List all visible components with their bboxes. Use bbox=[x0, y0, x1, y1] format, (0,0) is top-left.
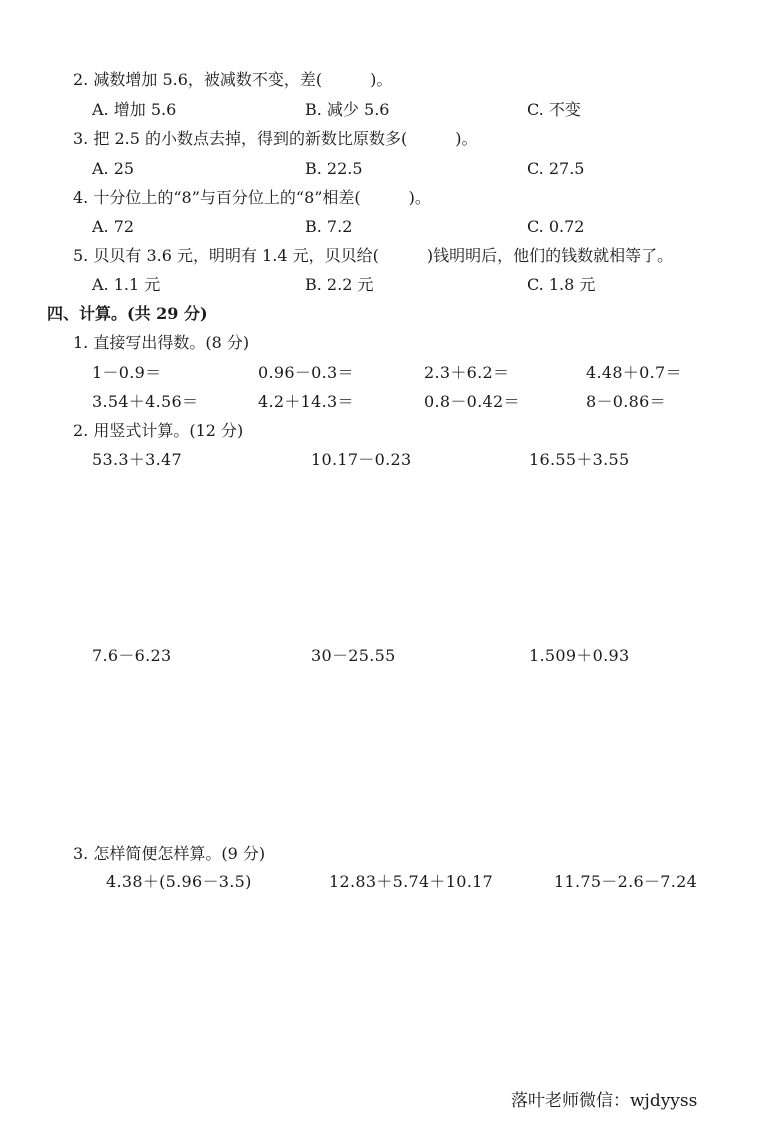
simplify-calc-item: 12.83＋5.74＋10.17 bbox=[329, 872, 494, 891]
simplify-calc-item: 4.38＋(5.96－3.5) bbox=[106, 872, 252, 891]
mental-calc-item: 1－0.9＝ bbox=[92, 363, 162, 382]
question-5-option-a: A. 1.1 元 bbox=[92, 275, 161, 294]
question-2-option-c: C. 不变 bbox=[527, 100, 581, 119]
question-4-option-c: C. 0.72 bbox=[527, 217, 585, 236]
question-5-option-c: C. 1.8 元 bbox=[527, 275, 596, 294]
question-2-option-b: B. 减少 5.6 bbox=[305, 100, 390, 119]
part-1-title: 1. 直接写出得数。(8 分) bbox=[73, 333, 250, 352]
question-4-option-a: A. 72 bbox=[92, 217, 135, 236]
question-5-stem: 5. 贝贝有 3.6 元，明明有 1.4 元，贝贝给( )钱明明后，他们的钱数就相等了。 bbox=[73, 246, 674, 265]
mental-calc-item: 0.8－0.42＝ bbox=[424, 392, 520, 411]
vertical-calc-item: 10.17－0.23 bbox=[311, 450, 412, 469]
mental-calc-item: 8－0.86＝ bbox=[586, 392, 666, 411]
question-3-stem: 3. 把 2.5 的小数点去掉，得到的新数比原数多( )。 bbox=[73, 129, 478, 148]
vertical-calc-item: 16.55＋3.55 bbox=[529, 450, 630, 469]
mental-calc-item: 0.96－0.3＝ bbox=[258, 363, 354, 382]
question-3-option-c: C. 27.5 bbox=[527, 159, 585, 178]
vertical-calc-item: 1.509＋0.93 bbox=[529, 646, 630, 665]
question-4-option-b: B. 7.2 bbox=[305, 217, 353, 236]
question-2-option-a: A. 增加 5.6 bbox=[92, 100, 177, 119]
question-4-stem: 4. 十分位上的“8”与百分位上的“8”相差( )。 bbox=[73, 188, 431, 207]
section-4-heading: 四、计算。(共 29 分) bbox=[47, 304, 208, 323]
mental-calc-item: 4.48＋0.7＝ bbox=[586, 363, 682, 382]
question-3-option-b: B. 22.5 bbox=[305, 159, 363, 178]
question-2-stem: 2. 减数增加 5.6，被减数不变，差( )。 bbox=[73, 70, 393, 89]
vertical-calc-item: 53.3＋3.47 bbox=[92, 450, 182, 469]
question-3-option-a: A. 25 bbox=[92, 159, 135, 178]
vertical-calc-item: 7.6－6.23 bbox=[92, 646, 172, 665]
vertical-calc-item: 30－25.55 bbox=[311, 646, 396, 665]
mental-calc-item: 4.2＋14.3＝ bbox=[258, 392, 354, 411]
mental-calc-item: 3.54＋4.56＝ bbox=[92, 392, 199, 411]
part-3-title: 3. 怎样简便怎样算。(9 分) bbox=[73, 844, 266, 863]
question-5-option-b: B. 2.2 元 bbox=[305, 275, 374, 294]
simplify-calc-item: 11.75－2.6－7.24 bbox=[554, 872, 698, 891]
mental-calc-item: 2.3＋6.2＝ bbox=[424, 363, 510, 382]
part-2-title: 2. 用竖式计算。(12 分) bbox=[73, 421, 244, 440]
teacher-contact: 落叶老师微信：wjdyyss bbox=[511, 1091, 698, 1111]
